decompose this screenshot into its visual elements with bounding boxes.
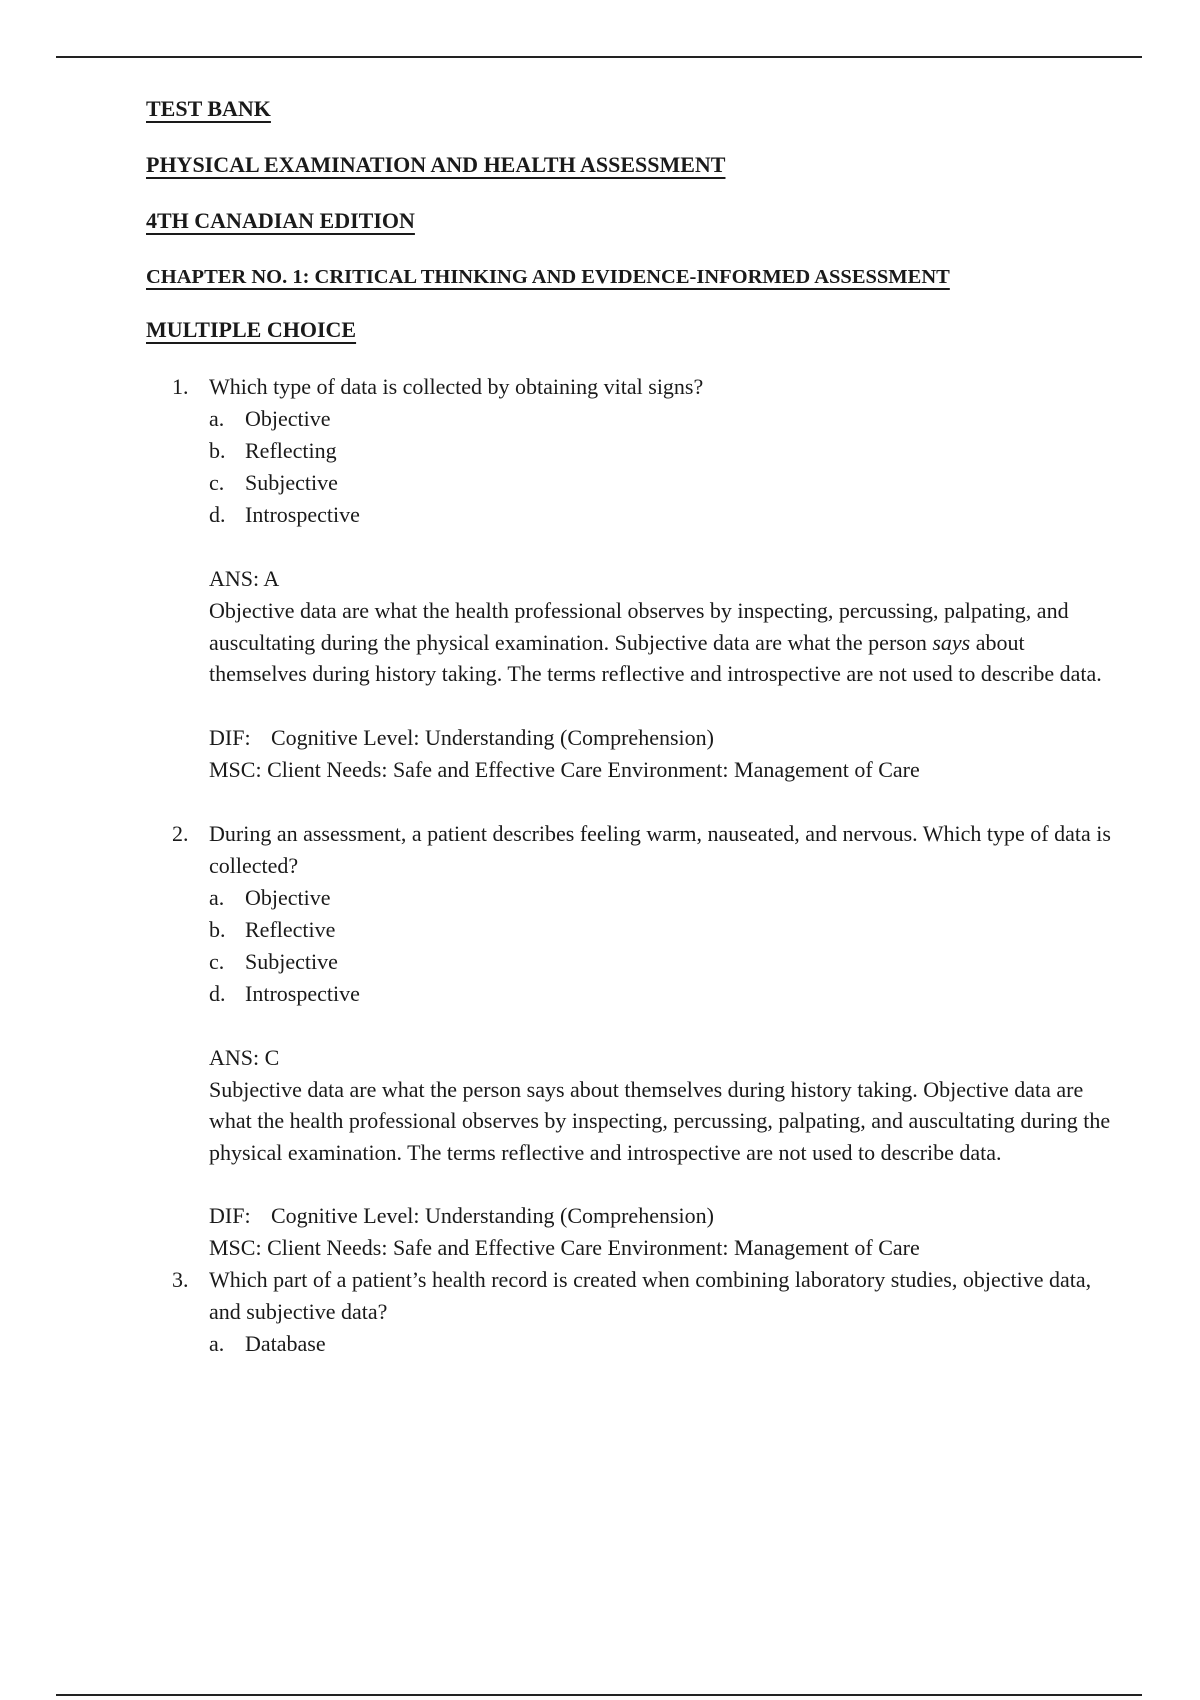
option-c [209,946,1116,978]
option-text: Objective [245,406,331,431]
question-stem: During an assessment, a patient describes feeling warm, nauseated, and nervous. Which type of data is collected? [209,820,1111,878]
option-a [209,403,1116,435]
option-b [209,914,1116,946]
difficulty-line [209,1200,1116,1232]
answer-block [209,563,1116,690]
option-list [209,1328,1116,1360]
option-letter: c. [209,948,225,974]
difficulty-label: DIF: [209,1203,251,1228]
option-d [209,499,1116,531]
option-letter: c. [209,470,225,495]
msc-line: MSC: Client Needs: Safe and Effective Care Environment: Management of Care [209,1235,920,1260]
option-letter: a. [209,884,225,910]
option-letter: b. [209,916,226,942]
question-stem: Which part of a patient’s health record is created when combining laboratory studies, objective data, and subjective data? [209,1267,1092,1324]
option-letter: a. [209,1331,225,1356]
option-a [209,1328,1116,1360]
question-number: 2. [172,820,189,846]
heading-chapter: CHAPTER NO. 1: CRITICAL THINKING AND EVIDENCE-INFORMED ASSESSMENT [146,266,950,288]
heading-book-title: PHYSICAL EXAMINATION AND HEALTH ASSESSMENT [146,152,726,177]
option-text: Reflecting [245,438,337,463]
rationale-text: about themselves during history taking. The terms reflective and introspective are not used to describe data. [209,629,1102,686]
option-text: Subjective [245,470,338,495]
answer-key: ANS: A [209,566,280,591]
option-text: Subjective [245,948,338,974]
option-b [209,435,1116,467]
rationale-text: Objective data are what the health professional observes by inspecting, percussing, palpating, and auscultating during the physical examination. Subjective data are what the person [209,598,1069,655]
heading-section: MULTIPLE CHOICE [146,317,357,342]
answer-block [209,1042,1116,1169]
bottom-rule [56,1694,1142,1696]
question-number: 1. [172,374,189,399]
metadata-block [209,722,1116,786]
top-rule [56,56,1142,58]
question-1 [146,371,1116,786]
option-text: Objective [245,884,331,910]
question-stem: Which type of data is collected by obtaining vital signs? [209,374,704,399]
difficulty-value: Cognitive Level: Understanding (Comprehension) [271,724,714,750]
document-page [146,96,1116,1360]
question-2 [146,818,1116,1265]
option-letter: a. [209,406,225,431]
option-list [209,882,1116,1010]
option-letter: d. [209,980,226,1006]
option-text: Introspective [245,502,360,527]
difficulty-line [209,722,1116,754]
rationale: Subjective data are what the person says about themselves during history taking. Objective data are what the health professional observes by inspecting, percussing, palpating, and auscultating during the physical examination. The terms reflective and introspective are not used to describe data. [209,1076,1111,1165]
option-text: Database [245,1331,326,1356]
option-d [209,978,1116,1010]
difficulty-value: Cognitive Level: Understanding (Comprehension) [271,1203,714,1228]
option-text: Reflective [245,916,336,942]
msc-line: MSC: Client Needs: Safe and Effective Care Environment: Management of Care [209,756,920,782]
question-number: 3. [172,1267,189,1292]
metadata-block [209,1200,1116,1264]
option-a [209,882,1116,914]
rationale [209,595,1116,690]
option-letter: b. [209,438,226,463]
question-list [146,371,1116,1360]
heading-edition: 4TH CANADIAN EDITION [146,208,415,233]
option-letter: d. [209,502,226,527]
question-3 [146,1264,1116,1360]
option-c [209,467,1116,499]
answer-key: ANS: C [209,1044,280,1070]
option-text: Introspective [245,980,360,1006]
difficulty-label: DIF: [209,724,251,750]
rationale-emphasis: says [932,629,971,655]
option-list [209,403,1116,531]
heading-test-bank: TEST BANK [146,96,271,121]
